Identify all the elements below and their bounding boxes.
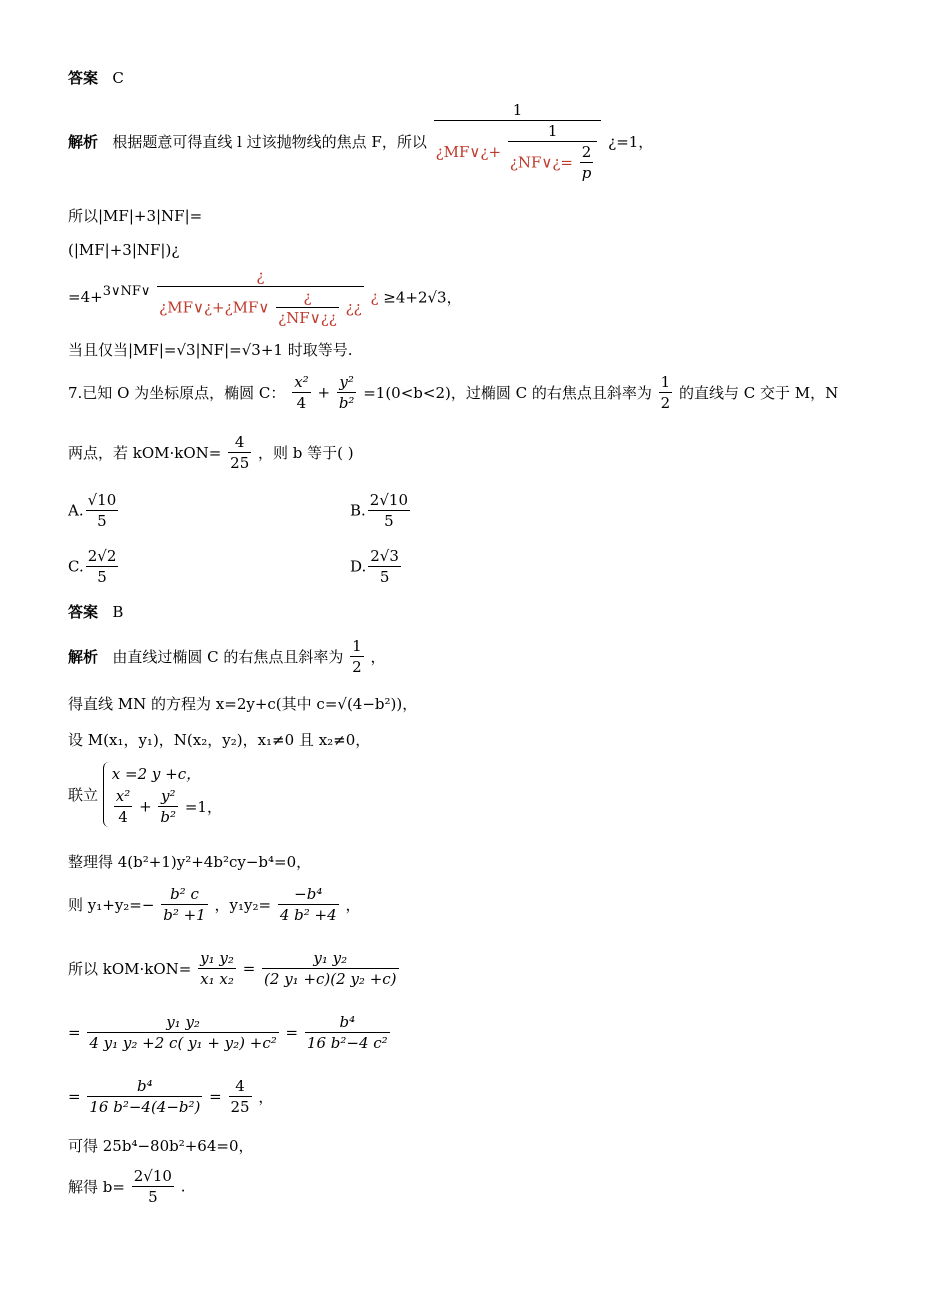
step-9: 可得 25b⁴−80b²+64=0， (68, 1137, 254, 1155)
s7-frac-1 (87, 1012, 278, 1053)
s10-den: 5 (148, 1188, 158, 1206)
answer-line-1 (68, 68, 124, 88)
analysis2-num: 1 (352, 637, 362, 655)
two-over-p-den: p (581, 164, 592, 182)
analysis2-tail: ， (370, 648, 386, 666)
system-row-2-tail: =1， (184, 798, 222, 816)
when-line: 当且仅当|MF|=√3|NF|=√3+1 时取等号. (68, 341, 353, 359)
option-c-den: 5 (97, 568, 107, 586)
analysis2-fraction (350, 636, 364, 677)
s10-prefix: 解得 b= (68, 1178, 125, 1196)
option-d-fraction (368, 546, 401, 587)
step-2: 设 M(x₁，y₁)，N(x₂，y₂)，x₁≠0 且 x₂≠0， (68, 731, 371, 749)
ineq-sup: 3∨NF∨ (102, 284, 151, 299)
ineq-inner-den: ¿NF∨¿¿ (278, 309, 337, 327)
slope-half (659, 372, 673, 413)
option-b-den: 5 (384, 512, 394, 530)
s7-num2: b⁴ (305, 1012, 390, 1033)
y2-num: y² (337, 372, 357, 393)
inner-fraction (508, 121, 598, 183)
option-b-letter: B. (350, 501, 366, 520)
system-block (68, 762, 222, 827)
ineq-result: ≥4+2√3， (383, 288, 462, 307)
q7-plus: + (317, 383, 331, 402)
ineq-inner-fraction (276, 287, 339, 328)
analysis-line-2 (68, 636, 385, 677)
x2-den: 4 (296, 394, 307, 412)
analysis-line-1 (68, 100, 653, 183)
option-c[interactable] (68, 546, 120, 587)
ineq-after: ¿ (370, 288, 379, 306)
ineq-inner-num: ¿ (276, 287, 339, 308)
system-row-1: x =2 y +c， (111, 765, 202, 783)
system-x2-num: x² (115, 787, 131, 805)
two-over-p-num: 2 (580, 142, 594, 163)
option-d-den: 5 (379, 568, 390, 586)
s10-num: 2√10 (133, 1167, 172, 1185)
s8-den1: 16 b²−4(4−b²) (89, 1098, 201, 1116)
paren-line: (|MF|+3|NF|)¿ (68, 241, 180, 259)
option-a-letter: A. (68, 501, 84, 520)
s6-frac-2 (262, 948, 398, 989)
system-y2-den: b² (160, 808, 177, 826)
q7-line2-prefix: 两点，若 kOM·kON= (68, 444, 222, 462)
s6-frac-1 (198, 948, 236, 989)
ineq-fraction (157, 266, 363, 328)
step-6: 所以 kOM·kON= $\frac{\text{y₁ y₂}}{\text{x₁ x₂}}$ = $\frac{\text{y₁ y₂}}{\text{(2 y₁ +c)(2 y₂ +c)}}$ (68, 949, 397, 988)
analysis2-den: 2 (352, 658, 362, 676)
s6-num1: y₁ y₂ (200, 949, 234, 967)
ineq-den-tail: ¿¿ (345, 298, 362, 317)
analysis-intro: 根据题意可得直线 l 过该抛物线的焦点 F，所以 (112, 133, 427, 151)
x2-num: x² (294, 373, 309, 391)
question-7-line-1 (68, 372, 838, 413)
s7-frac-2 (305, 1012, 390, 1053)
answer2-value: B (112, 603, 124, 621)
two-over-p (580, 142, 594, 183)
answer-label: 答案 (68, 69, 99, 87)
option-d-letter: D. (350, 557, 367, 576)
big-fraction (434, 100, 602, 183)
ineq-fraction-num: ¿ (157, 266, 363, 287)
ineq-start: =4+ (68, 288, 103, 306)
s8-frac-2 (229, 1076, 252, 1117)
ineq-fraction-den (157, 287, 363, 328)
s6-num2: y₁ y₂ (262, 948, 398, 969)
big-fraction-numerator: 1 (434, 100, 602, 121)
s7-den2: 16 b²−4 c² (306, 1034, 388, 1052)
option-a-fraction (86, 490, 119, 531)
slope-num: 1 (660, 373, 671, 391)
system-plus: + (139, 797, 152, 816)
q7-line2-suffix: ，则 b 等于( ) (258, 444, 354, 462)
y2-over-b2 (337, 372, 357, 413)
step-1: 得直线 MN 的方程为 x=2y+c(其中 c=√(4−b²))， (68, 695, 418, 713)
s6-prefix: 所以 kOM·kON= (68, 960, 192, 978)
option-b-num: 2√10 (369, 491, 408, 509)
inequality-line (68, 266, 462, 328)
s5-tail: ， (345, 896, 361, 914)
system-brace (103, 762, 222, 827)
analysis-label: 解析 (68, 133, 99, 151)
s5-mid: ，y₁y₂= (214, 896, 272, 914)
step-5 (68, 884, 360, 925)
s8-num2: 4 (229, 1076, 252, 1097)
x2-over-4 (292, 372, 310, 413)
option-d[interactable] (350, 546, 403, 587)
option-a-num: √10 (87, 491, 117, 509)
s5-frac-1 (161, 884, 208, 925)
option-c-letter: C. (68, 557, 84, 576)
q7-prefix: 7.已知 O 为坐标原点，椭圆 C： (68, 384, 286, 402)
step-10: 解得 b= $\frac{2√10}{5}$ . (68, 1167, 186, 1206)
step-4: 整理得 4(b²+1)y²+4b²cy−b⁴=0， (68, 853, 312, 871)
s5-prefix: 则 y₁+y₂=− (68, 896, 155, 914)
s5-num2: −b⁴ (278, 884, 339, 905)
system-x2-frac (114, 786, 132, 827)
s8-den2: 25 (230, 1098, 250, 1116)
s7-num1: y₁ y₂ (87, 1012, 278, 1033)
answer-value: C (112, 69, 124, 87)
system-label: 联立 (68, 786, 99, 804)
inner-fraction-den (508, 142, 598, 183)
system-x2-den: 4 (118, 808, 128, 826)
s6-den1: x₁ x₂ (200, 970, 234, 988)
s5-num1: b² c (161, 884, 208, 905)
option-a[interactable] (68, 490, 120, 531)
option-b[interactable] (350, 490, 412, 531)
y2-den: b² (338, 394, 355, 412)
garbled-nf: ¿NF∨¿= (509, 153, 573, 172)
option-a-den: 5 (97, 512, 107, 530)
s8-frac-1 (87, 1076, 202, 1117)
answer2-label: 答案 (68, 603, 99, 621)
option-c-fraction (86, 546, 119, 587)
step-8: = $\frac{\text{b⁴}}{\text{16 b²−4(4−b²)}}$ = $\frac{4}{25}$ ， (68, 1077, 274, 1116)
garbled-mf: ¿MF∨¿+ (435, 143, 502, 161)
inner-fraction-num: 1 (508, 121, 598, 142)
s6-den2: (2 y₁ +c)(2 y₂ +c) (264, 970, 397, 988)
s7-den1: 4 y₁ y₂ +2 c( y₁ + y₂) +c² (89, 1034, 277, 1052)
s5-den1: b² +1 (163, 906, 206, 924)
analysis2-label: 解析 (68, 648, 99, 666)
ineq-den-a: ¿MF∨¿+¿MF∨ (159, 298, 270, 317)
s5-frac-2 (278, 884, 339, 925)
answer-line-2 (68, 602, 123, 622)
q7-mid: =1(0<b<2)，过椭圆 C 的右焦点且斜率为 (363, 384, 652, 402)
k-fraction (228, 432, 251, 473)
s8-num1: b⁴ (87, 1076, 202, 1097)
k-num: 4 (228, 432, 251, 453)
slope-den: 2 (660, 394, 671, 412)
s10-frac (132, 1166, 174, 1207)
analysis2-text: 由直线过椭圆 C 的右焦点且斜率为 (112, 648, 344, 666)
option-c-num: 2√2 (87, 547, 117, 565)
option-b-fraction (368, 490, 410, 531)
big-fraction-denominator (434, 121, 602, 183)
system-y2-frac (158, 786, 178, 827)
step-7: = $\frac{\text{y₁ y₂}}{\text{4 y₁ y₂ +2 c( y₁ + y₂) +c²}}$ = $\frac{\text{b⁴}}{\text{16 b²−4 c²}}$ (68, 1013, 388, 1052)
system-y2-num: y² (158, 786, 178, 807)
system-row-2 (112, 786, 222, 827)
k-den: 25 (230, 454, 250, 472)
q7-suffix: 的直线与 C 交于 M，N (678, 384, 839, 402)
s5-den2: 4 b² +4 (279, 906, 337, 924)
question-7-line-2 (68, 432, 354, 473)
option-d-num: 2√3 (370, 547, 399, 565)
so-line: 所以|MF|+3|NF|= (68, 207, 203, 225)
analysis-tail: ¿=1， (608, 133, 654, 151)
